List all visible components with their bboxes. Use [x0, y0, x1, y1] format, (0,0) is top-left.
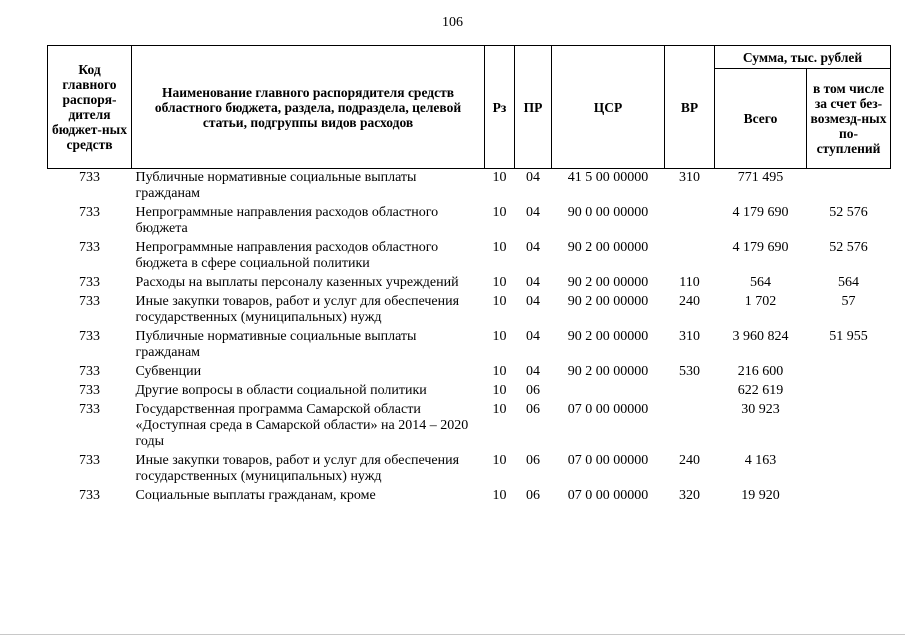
cell-csr: 90 2 00 00000	[567, 275, 649, 290]
cell-rz: 10	[492, 170, 507, 185]
table-row	[48, 361, 891, 380]
cell-total: 4 163	[744, 453, 777, 468]
cell-code: 733	[79, 294, 100, 309]
cell-name: Государственная программа Самарской области «Доступная среда в Самарской области» на 2014 – 2020 годы	[135, 402, 469, 449]
cell-pr: 04	[526, 364, 540, 379]
cell-vr	[665, 380, 715, 399]
cell-pr: 04	[526, 294, 540, 309]
cell-csr: 07 0 00 00000	[567, 402, 649, 417]
cell-vr: 310	[679, 329, 700, 344]
cell-rz: 10	[492, 383, 507, 398]
cell-name: Публичные нормативные социальные выплаты гражданам	[135, 329, 417, 360]
cell-rz: 10	[492, 402, 507, 417]
cell-pr: 06	[526, 488, 540, 503]
header-free: в том числе за счет без-возмезд-ных по-ступлений	[807, 69, 891, 169]
cell-code: 733	[79, 240, 100, 255]
cell-vr: 240	[679, 453, 700, 468]
table-row	[48, 237, 891, 272]
cell-total: 622 619	[737, 383, 784, 398]
cell-csr: 90 2 00 00000	[567, 329, 649, 344]
cell-code: 733	[79, 170, 100, 185]
cell-name: Другие вопросы в области социальной политики	[135, 383, 427, 398]
cell-name: Иные закупки товаров, работ и услуг для обеспечения государственных (муниципальных) нужд	[135, 294, 460, 325]
cell-code: 733	[79, 364, 100, 379]
cell-pr: 04	[526, 275, 540, 290]
cell-free: 52 576	[829, 240, 868, 255]
cell-total: 564	[750, 275, 771, 290]
table-row	[48, 202, 891, 237]
cell-total: 3 960 824	[732, 329, 789, 344]
cell-pr: 06	[526, 383, 540, 398]
cell-rz: 10	[492, 453, 507, 468]
page-number: 106	[442, 15, 463, 30]
cell-csr: 07 0 00 00000	[567, 488, 649, 503]
cell-code: 733	[79, 329, 100, 344]
cell-code: 733	[79, 453, 100, 468]
table-row	[48, 272, 891, 291]
header-vr: ВР	[665, 46, 715, 169]
cell-total: 216 600	[737, 364, 784, 379]
cell-free: 52 576	[829, 205, 868, 220]
cell-free: 57	[841, 294, 856, 309]
header-sum: Сумма, тыс. рублей	[715, 46, 891, 69]
cell-total: 30 923	[741, 402, 780, 417]
cell-pr: 04	[526, 240, 540, 255]
header-rz: Рз	[485, 46, 515, 169]
header-csr: ЦСР	[552, 46, 665, 169]
cell-csr: 90 2 00 00000	[567, 294, 649, 309]
header-name: Наименование главного распорядителя средств областного бюджета, раздела, подраздела, целевой статьи, подгруппы видов расходов	[132, 46, 485, 169]
cell-name: Непрограммные направления расходов областного бюджета в сфере социальной политики	[135, 240, 439, 271]
cell-code: 733	[79, 488, 100, 503]
cell-free: 564	[838, 275, 859, 290]
cell-rz: 10	[492, 240, 507, 255]
cell-free	[807, 380, 891, 399]
cell-pr: 04	[526, 205, 540, 220]
cell-csr: 41 5 00 00000	[567, 170, 649, 185]
cell-free	[807, 399, 891, 450]
table-row	[48, 399, 891, 450]
cell-csr: 90 0 00 00000	[567, 205, 649, 220]
cell-name: Непрограммные направления расходов областного бюджета	[135, 205, 439, 236]
cell-total: 19 920	[741, 488, 780, 503]
table-row	[48, 485, 891, 504]
cell-name: Расходы на выплаты персоналу казенных учреждений	[135, 275, 459, 290]
cell-rz: 10	[492, 294, 507, 309]
cell-name: Иные закупки товаров, работ и услуг для обеспечения государственных (муниципальных) нужд	[135, 453, 460, 484]
table-row	[48, 380, 891, 399]
cell-total: 4 179 690	[732, 240, 789, 255]
cell-vr: 320	[679, 488, 700, 503]
cell-name: Субвенции	[135, 364, 202, 379]
cell-pr: 04	[526, 170, 540, 185]
cell-pr: 06	[526, 402, 540, 417]
cell-free	[807, 485, 891, 504]
cell-free: 51 955	[829, 329, 868, 344]
table-row	[48, 291, 891, 326]
cell-vr	[665, 237, 715, 272]
cell-code: 733	[79, 383, 100, 398]
table-body	[48, 169, 891, 505]
cell-free	[807, 450, 891, 485]
cell-csr: 90 2 00 00000	[567, 240, 649, 255]
cell-vr	[665, 202, 715, 237]
table-row	[48, 450, 891, 485]
cell-vr: 240	[679, 294, 700, 309]
cell-total: 1 702	[744, 294, 777, 309]
cell-code: 733	[79, 275, 100, 290]
cell-pr: 06	[526, 453, 540, 468]
header-pr: ПР	[515, 46, 552, 169]
cell-rz: 10	[492, 205, 507, 220]
cell-total: 771 495	[737, 170, 784, 185]
header-code: Код главного распоря-дителя бюджет-ных средств	[48, 46, 132, 169]
cell-total: 4 179 690	[732, 205, 789, 220]
budget-table	[47, 45, 891, 504]
cell-vr	[665, 399, 715, 450]
cell-name: Социальные выплаты гражданам, кроме	[135, 488, 376, 503]
cell-vr: 110	[679, 275, 700, 290]
cell-free	[807, 169, 891, 203]
cell-csr: 90 2 00 00000	[567, 364, 649, 379]
cell-name: Публичные нормативные социальные выплаты гражданам	[135, 170, 417, 201]
cell-csr: 07 0 00 00000	[567, 453, 649, 468]
cell-code: 733	[79, 205, 100, 220]
cell-code: 733	[79, 402, 100, 417]
table-row	[48, 169, 891, 203]
cell-rz: 10	[492, 488, 507, 503]
cell-rz: 10	[492, 329, 507, 344]
table-header	[48, 46, 891, 169]
cell-vr: 310	[679, 170, 700, 185]
cell-vr: 530	[679, 364, 700, 379]
header-total: Всего	[715, 69, 807, 169]
cell-free	[807, 361, 891, 380]
cell-rz: 10	[492, 364, 507, 379]
cell-rz: 10	[492, 275, 507, 290]
page-edge-line	[0, 634, 905, 635]
table-row	[48, 326, 891, 361]
cell-csr	[552, 380, 665, 399]
cell-pr: 04	[526, 329, 540, 344]
